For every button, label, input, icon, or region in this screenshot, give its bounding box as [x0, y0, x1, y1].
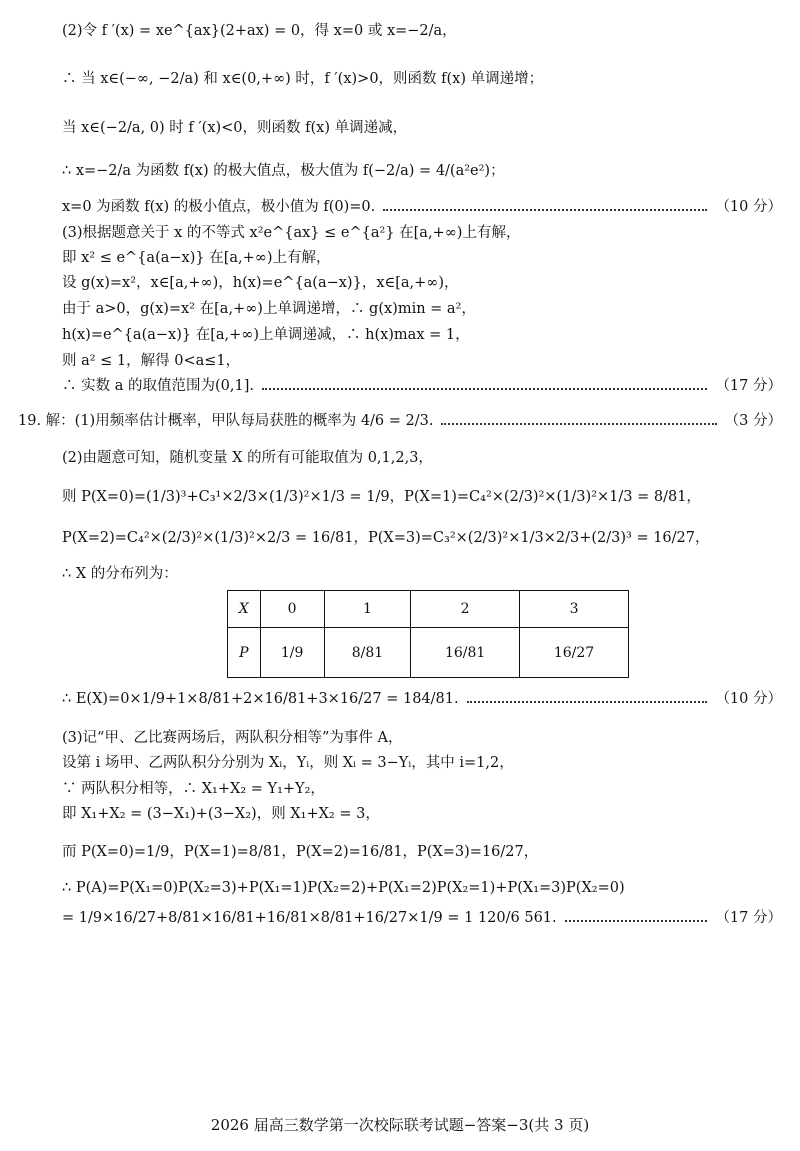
line-2-derivative-zero: (2)令 f ′(x) = xe^{ax}(2+ax) = 0，得 x=0 或 x=−2/a，: [62, 23, 457, 39]
table-cell: 16/81: [411, 628, 520, 678]
line-expectation: [62, 688, 782, 710]
table-row: [228, 628, 629, 678]
score-label: （3 分）: [724, 413, 782, 429]
line-increasing: ∴ 当 x∈(−∞, −2/a) 和 x∈(0,+∞) 时，f ′(x)>0，则函数 f(x) 单调递增；: [62, 71, 544, 87]
table-cell: 1/9: [260, 628, 324, 678]
dot-leader: [383, 199, 707, 211]
line-equivalent: 即 x² ≤ e^{a(a−x)} 在[a,+∞)上有解，: [62, 250, 331, 266]
line-distribution-intro: ∴ X 的分布列为：: [62, 566, 178, 582]
line-19-part-3: (3)记“甲、乙比赛两场后，两队积分相等”为事件 A，: [62, 730, 403, 746]
table-cell: P: [228, 628, 261, 678]
table-cell: 1: [324, 591, 411, 628]
line-pa-result: [62, 907, 782, 929]
line-text: ∴ 实数 a 的取值范围为(0,1].: [62, 378, 254, 394]
line-19-part-2: (2)由题意可知，随机变量 X 的所有可能取值为 0,1,2,3，: [62, 450, 433, 466]
table-cell: 2: [411, 591, 520, 628]
distribution-table: [227, 590, 629, 678]
score-label: （17 分）: [715, 378, 782, 394]
line-pa-expansion: ∴ P(A)=P(X₁=0)P(X₂=3)+P(X₁=1)P(X₂=2)+P(X₁=2)P(X₂=1)+P(X₁=3)P(X₂=0): [62, 880, 625, 896]
line-h-max: h(x)=e^{a(a−x)} 在[a,+∞)上单调递减，∴ h(x)max = 1，: [62, 327, 470, 343]
line-define-g-h: 设 g(x)=x²，x∈[a,+∞)，h(x)=e^{a(a−x)}，x∈[a,+∞)，: [62, 275, 459, 291]
line-g-min: 由于 a>0，g(x)=x² 在[a,+∞)上单调递增，∴ g(x)min = a²，: [62, 301, 476, 317]
line-text: 19. 解：(1)用频率估计概率，甲队每局获胜的概率为 4/6 = 2/3.: [18, 413, 434, 429]
table-row: [228, 591, 629, 628]
score-label: （17 分）: [715, 910, 782, 926]
line-text: = 1/9×16/27+8/81×16/81+16/81×8/81+16/27×1/9 = 1 120/6 561.: [62, 910, 557, 926]
table-cell: X: [228, 591, 261, 628]
line-3-inequality: (3)根据题意关于 x 的不等式 x²e^{ax} ≤ e^{a²} 在[a,+∞)上有解，: [62, 225, 521, 241]
score-label: （10 分）: [715, 691, 782, 707]
line-solve-a: 则 a² ≤ 1，解得 0<a≤1，: [62, 353, 241, 369]
line-p2-p3: P(X=2)=C₄²×(2/3)²×(1/3)²×2/3 = 16/81，P(X=3)=C₃²×(2/3)²×1/3×2/3+(2/3)³ = 16/27，: [62, 530, 710, 546]
table-cell: 16/27: [520, 628, 629, 678]
line-text: ∴ E(X)=0×1/9+1×8/81+2×16/81+3×16/27 = 184/81.: [62, 691, 459, 707]
table-cell: 3: [520, 591, 629, 628]
line-19-part-1: [18, 410, 782, 432]
dot-leader: [441, 413, 716, 425]
table-cell: 8/81: [324, 628, 411, 678]
line-decreasing: 当 x∈(−2/a, 0) 时 f ′(x)<0，则函数 f(x) 单调递减，: [62, 120, 408, 136]
line-p0-p1: 则 P(X=0)=(1/3)³+C₃¹×2/3×(1/3)²×1/3 = 1/9，P(X=1)=C₄²×(2/3)²×(1/3)²×1/3 = 8/81，: [62, 489, 701, 505]
line-probabilities: 而 P(X=0)=1/9，P(X=1)=8/81，P(X=2)=16/81，P(X=3)=16/27，: [62, 844, 539, 860]
table-cell: 0: [260, 591, 324, 628]
score-label: （10 分）: [715, 199, 782, 215]
line-text: x=0 为函数 f(x) 的极小值点，极小值为 f(0)=0.: [62, 199, 376, 215]
dot-leader: [262, 378, 707, 390]
page-footer: 2026 届高三数学第一次校际联考试题−答案−3(共 3 页): [210, 1116, 590, 1134]
line-local-max: ∴ x=−2/a 为函数 f(x) 的极大值点，极大值为 f(−2/a) = 4/(a²e²)；: [62, 163, 505, 179]
line-sum-three: 即 X₁+X₂ = (3−X₁)+(3−X₂)，则 X₁+X₂ = 3，: [62, 806, 380, 822]
dot-leader: [565, 910, 708, 922]
line-define-xi-yi: 设第 i 场甲、乙两队积分分别为 Xᵢ，Yᵢ，则 Xᵢ = 3−Yᵢ，其中 i=1,2，: [62, 755, 514, 771]
dot-leader: [467, 691, 708, 703]
line-local-min: [62, 196, 782, 218]
line-range-a: [62, 375, 782, 397]
line-equal-scores: ∵ 两队积分相等，∴ X₁+X₂ = Y₁+Y₂，: [62, 781, 325, 797]
